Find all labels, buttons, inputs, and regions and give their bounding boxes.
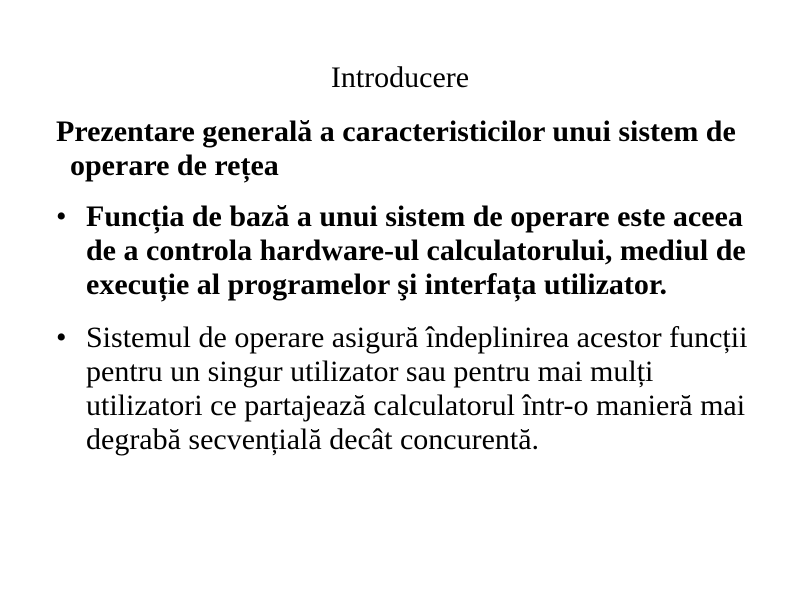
bullet-text: Sistemul de operare asigură îndeplinirea acestor funcții pentru un singur utilizator sau pentru mai mulți utilizatori ce partajează calculatorul într-o manieră mai degrabă secvențială decât concurentă. — [86, 321, 748, 456]
bullet-icon: • — [56, 200, 67, 233]
bullet-text: Funcția de bază a unui sistem de operare este aceea de a controla hardware-ul calculatorului, mediul de execuție al programelor şi interfața utilizator. — [86, 200, 746, 301]
slide-heading: Prezentare generală a caracteristicilor unui sistem de operare de rețea — [56, 115, 736, 182]
slide-title: Introducere — [330, 61, 470, 94]
bullet-icon: • — [56, 321, 67, 354]
bullet-list — [56, 200, 756, 476]
bullet-item — [56, 200, 756, 302]
bullet-item — [56, 321, 756, 457]
